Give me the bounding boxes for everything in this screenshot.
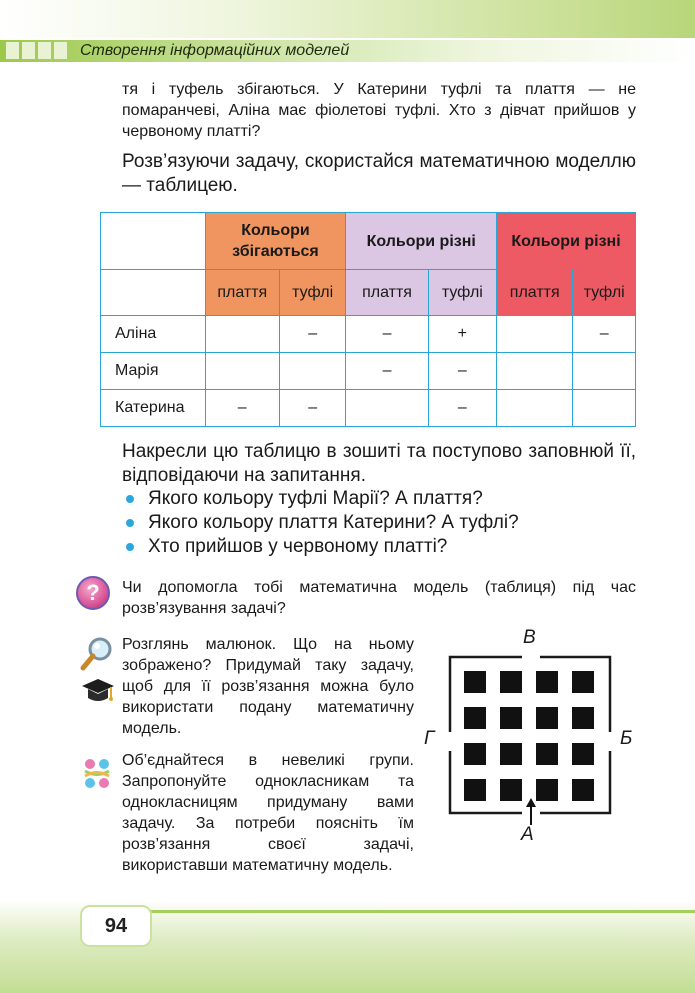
- header-decor-squares: [6, 42, 67, 59]
- maze-label-top: В: [523, 627, 536, 648]
- top-decor-band: [0, 0, 695, 38]
- table-cell: –: [428, 353, 496, 390]
- paragraph-instructions: Накресли цю таблицю в зошиті та поступово заповнюй її, відповідаючи на запитання.: [122, 441, 636, 486]
- row-name: Катерина: [101, 390, 206, 427]
- subheader-cell: туфлі: [428, 270, 496, 316]
- subheader-cell: туфлі: [573, 270, 636, 316]
- list-item: Якого кольору плаття Катерини? А туфлі?: [126, 511, 519, 535]
- list-item: Хто прийшов у червоному платті?: [126, 535, 519, 559]
- paragraph-intro: тя і туфель збігаються. У Катерини туфлі та плаття — не помаранчеві, Аліна має фіолетові туфлі. Хто з дівчат прийшов у червоному платті?: [122, 81, 636, 140]
- table-cell: [205, 353, 279, 390]
- paragraph-model: Розв’язуючи задачу, скористайся математичною моделлю — таблицею.: [122, 151, 636, 196]
- graduation-cap-icon: [80, 676, 116, 711]
- table-cell: [573, 390, 636, 427]
- question-list: [126, 487, 519, 559]
- task-group-text: Об’єднайтеся в невеликі групи. Запропонуйте однокласникам та однокласницям придуману вами задачу. За потреби поясніть їм розв’язання своєї задачі, використавши математичну модель.: [122, 752, 414, 874]
- table-row: [101, 390, 636, 427]
- table-cell: –: [346, 353, 428, 390]
- row-name: Марія: [101, 353, 206, 390]
- page-number: 94: [80, 905, 152, 947]
- table-cell: –: [573, 316, 636, 353]
- magnifier-icon: [80, 636, 114, 677]
- table-cell: –: [279, 390, 345, 427]
- table-group-header-row: [101, 213, 636, 270]
- table-corner-cell: [101, 213, 206, 270]
- subheader-cell: плаття: [205, 270, 279, 316]
- table-cell: [346, 390, 428, 427]
- table-row: [101, 316, 636, 353]
- group-work-icon: [80, 756, 114, 797]
- footer-line: [150, 910, 695, 913]
- table-cell: [497, 390, 573, 427]
- table-row: [101, 353, 636, 390]
- table-cell: [279, 353, 345, 390]
- group-header-same: Кольори збігаються: [205, 213, 346, 270]
- table-cell: –: [279, 316, 345, 353]
- group-header-different-2: Кольори різні: [497, 213, 636, 270]
- maze-label-bottom: А: [521, 824, 534, 845]
- subheader-cell: плаття: [346, 270, 428, 316]
- table-cell: –: [205, 390, 279, 427]
- reflection-text: Чи допомогла тобі математична модель (таблиця) під час розв’язування задачі?: [122, 579, 636, 617]
- maze-label-left: Г: [424, 728, 435, 749]
- table-empty-cell: [101, 270, 206, 316]
- table-cell: [573, 353, 636, 390]
- table-cell: [205, 316, 279, 353]
- row-name: Аліна: [101, 316, 206, 353]
- table-cell: –: [346, 316, 428, 353]
- table-cell: [497, 353, 573, 390]
- question-mark-icon: ?: [76, 576, 110, 610]
- list-item: Якого кольору туфлі Марії? А плаття?: [126, 487, 519, 511]
- group-header-different-1: Кольори різні: [346, 213, 497, 270]
- task-draw-text: Розглянь малюнок. Що на ньому зображено? Придумай таку задачу, щоб для її розв’язання можна було використати подану математичну модель.: [122, 636, 414, 737]
- subheader-cell: плаття: [497, 270, 573, 316]
- table-cell: –: [428, 390, 496, 427]
- table-cell: [497, 316, 573, 353]
- table-cell: +: [428, 316, 496, 353]
- subheader-cell: туфлі: [279, 270, 345, 316]
- section-title: Створення інформаційних моделей: [80, 42, 350, 59]
- maze-diagram: [420, 625, 645, 850]
- model-table: [100, 212, 636, 427]
- maze-label-right: Б: [620, 728, 633, 749]
- table-subheader-row: [101, 270, 636, 316]
